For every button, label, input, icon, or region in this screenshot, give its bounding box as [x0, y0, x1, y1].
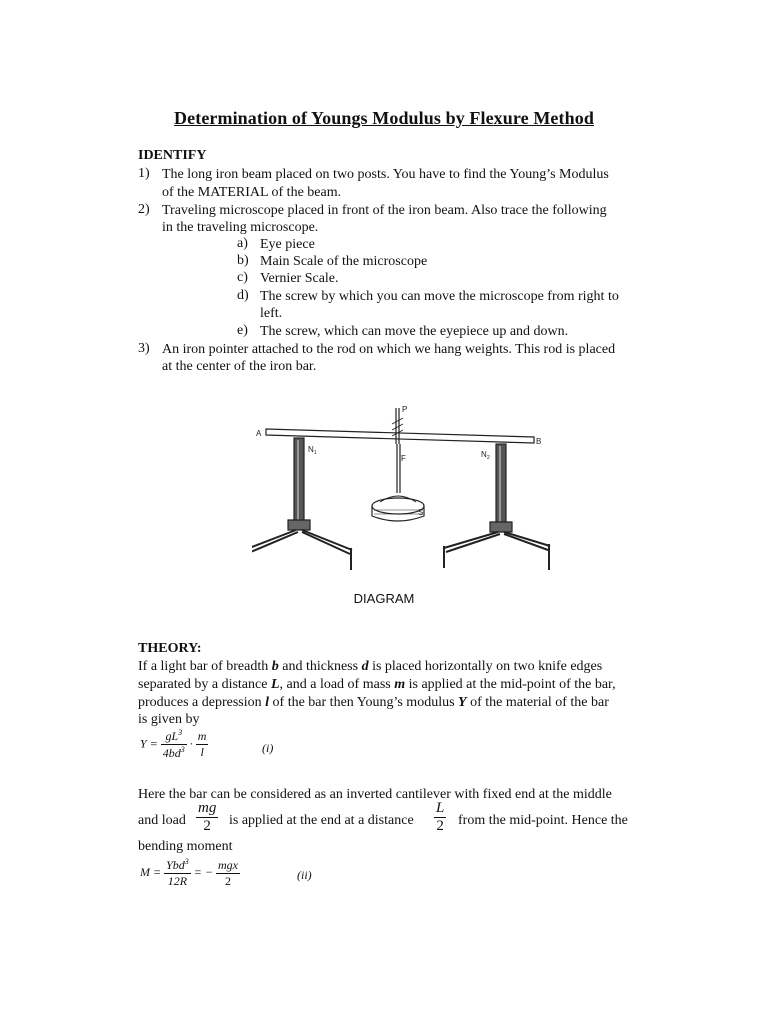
right-post — [496, 444, 506, 528]
list-item-text: Traveling microscope placed in front of the iron beam. Also trace the following — [162, 203, 607, 218]
equation-label-i: (i) — [262, 741, 274, 755]
list-number: 1) — [138, 166, 150, 181]
label-f: F — [401, 454, 406, 463]
left-post — [294, 438, 304, 526]
label-a: A — [256, 429, 262, 438]
label-n1-sub: 1 — [314, 450, 317, 456]
weight-stack — [372, 498, 424, 514]
diagram-caption: DIAGRAM — [353, 591, 415, 606]
sub-item-text: Eye piece — [260, 237, 315, 252]
sub-item-text: Main Scale of the microscope — [260, 254, 428, 269]
label-n1: N — [308, 445, 314, 454]
label-s: S — [418, 508, 424, 517]
theory-line-5: Here the bar can be considered as an inverted cantilever with fixed end at the middle — [138, 787, 612, 802]
theory-line-6b: is applied at the end at a distance — [229, 813, 414, 828]
equation-youngs-modulus: Y = $\frac{gL^3}{4bd^3}$ · $\frac{m}{l}$ — [140, 728, 207, 760]
fraction-l-over-2: $\frac{L}{2}$ — [436, 800, 445, 834]
equation-bending-moment: M = $\frac{Ybd^3}{12R}$ = − $\frac{\text{mgx}}{2}$ — [140, 857, 238, 888]
sub-item-text: Vernier Scale. — [260, 271, 339, 286]
sub-item-letter: b) — [237, 253, 249, 268]
list-item-text: The long iron beam placed on two posts. You have to find the Young’s Modulus — [162, 167, 609, 182]
label-n2-sub: 2 — [487, 455, 490, 461]
page-title: Determination of Youngs Modulus by Flexure Method — [174, 108, 594, 128]
sub-item-letter: c) — [237, 270, 248, 285]
list-item-text: An iron pointer attached to the rod on which we hang weights. This rod is placed — [162, 342, 616, 357]
sub-item-text: left. — [260, 306, 283, 321]
equation-label-ii: (ii) — [297, 868, 312, 882]
theory-line-3: produces a depression l of the bar then Young’s modulus Y of the material of the bar — [138, 695, 609, 710]
sub-item-letter: d) — [237, 288, 249, 303]
theory-line-4: is given by — [138, 712, 200, 727]
label-p: P — [402, 405, 408, 414]
iron-beam — [266, 429, 534, 443]
apparatus-diagram — [252, 398, 552, 588]
list-item-text: at the center of the iron bar. — [162, 359, 317, 374]
theory-line-2: separated by a distance L, and a load of mass m is applied at the mid-point of the bar, — [138, 677, 616, 692]
label-n2: N — [481, 450, 487, 459]
identify-heading: IDENTIFY — [138, 148, 207, 163]
list-item-text: of the MATERIAL of the beam. — [162, 185, 342, 200]
theory-line-6c: from the mid-point. Hence the — [458, 813, 628, 828]
label-b: B — [536, 437, 542, 446]
theory-line-7: bending moment — [138, 839, 233, 854]
list-number: 2) — [138, 202, 150, 217]
sub-item-text: The screw by which you can move the microscope from right to — [260, 289, 619, 304]
list-number: 3) — [138, 341, 150, 356]
sub-item-letter: e) — [237, 323, 248, 338]
list-item-text: in the traveling microscope. — [162, 220, 319, 235]
sub-item-text: The screw, which can move the eyepiece up and down. — [260, 324, 569, 339]
theory-line-1: If a light bar of breadth b and thickness d is placed horizontally on two knife edges — [138, 659, 603, 674]
theory-heading: THEORY: — [138, 641, 202, 656]
sub-item-letter: a) — [237, 236, 248, 251]
fraction-mg-over-2: $\frac{mg}{2}$ — [198, 800, 217, 834]
theory-line-6: and load — [138, 813, 186, 828]
